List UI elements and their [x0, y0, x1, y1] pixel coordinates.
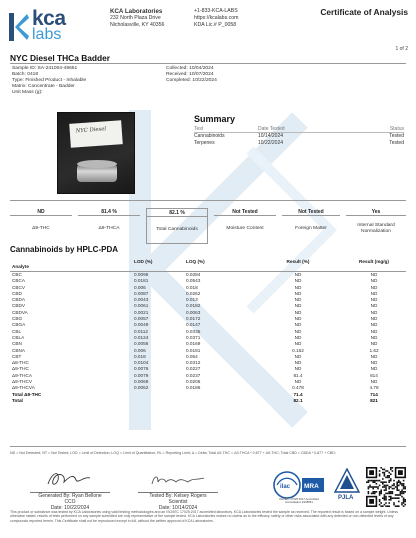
potency-cell-result-mg: ND	[370, 309, 378, 315]
potency-cell-analyte: Δ9-THC	[12, 366, 29, 372]
kca-k-mark-icon	[8, 12, 30, 42]
potency-cell-analyte: CBC	[12, 272, 22, 277]
potency-cell-result-mg: ND	[370, 272, 378, 277]
summary-cell: 10/22/2024	[258, 139, 284, 146]
potency-cell-result-pct: ND	[294, 334, 302, 340]
potency-cell-result-pct: 81.4	[293, 372, 303, 378]
result-card	[282, 208, 340, 244]
potency-cell-lod: 0.0087	[134, 290, 149, 296]
result-card-value: Yes	[346, 208, 406, 216]
completed-date: Completed: 10/22/2024	[166, 78, 217, 84]
potency-total-row	[10, 398, 406, 404]
potency-cell-analyte: Total Δ9-THC	[12, 391, 42, 397]
signature-kelsey-rogers	[146, 470, 212, 490]
potency-cell-result-pct: ND	[294, 278, 302, 284]
potency-cell-analyte: CBDVA	[12, 309, 28, 315]
result-card-value: 82.1 %	[147, 209, 207, 217]
summary-header-date: Date Tested	[258, 126, 285, 132]
result-card	[78, 208, 140, 244]
potency-cell-loq: 0.0262	[186, 290, 201, 296]
sample-dates	[166, 66, 217, 84]
address-line-1: 232 North Plaza Drive	[110, 15, 161, 21]
signature-ryan-bellone	[40, 468, 100, 490]
potency-cell-lod: 0.0076	[134, 366, 149, 372]
potency-cell-analyte: Δ9-THCV	[12, 379, 33, 385]
kca-labs-logo	[8, 8, 78, 48]
potency-cell-loq: 0.0182	[186, 303, 201, 309]
legal-disclaimer: This product or substance was tested by KCA Laboratories using valid testing methodologies and an ISO/IEC 17025:2017 accredited laboratory. KCA Laboratories tested the sample as received. The reported result is based on a sample weight. Unless otherwise stated, results of tests performed on any sample submitted are only representative of the sample tested. KCA Laboratories makes no claims as to the efficacy, safety or other risks associated with any detected or non-detected levels of any compounds reported herein. This Certificate shall not be reproduced except in full, without the written approval of KCA Laboratories.	[10, 510, 399, 523]
section-divider	[10, 200, 406, 201]
abbreviations-footnote: ND = Not Detected; NT = Not Tested; LOD = Limit of Detection; LOQ = Limit of Quantitation; RL = Reporting Limit; Δ = Delta; Total Δ9-THC = Δ9-THCA * 0.877 + Δ9-THC; Total CBD = CBDA * 0.877 + CBD;	[10, 451, 336, 455]
potency-cell-lod: 0.0021	[134, 309, 149, 315]
sample-id: Sample ID: SA-241004-49651	[12, 66, 78, 71]
lab-license: KDA Lic.# P_0058	[194, 22, 237, 28]
potency-cell-result-mg: ND	[370, 322, 378, 328]
result-card-label: Δ9-THCA	[98, 225, 120, 231]
potency-cell-result-pct: 71.4	[293, 391, 303, 397]
result-card-label: Δ9-THC	[32, 225, 50, 231]
signature-block-tested	[132, 493, 224, 511]
potency-cell-result-mg: 821	[370, 397, 378, 403]
potency-cell-lod: 0.0104	[134, 360, 149, 366]
potency-cell-loq: 0.0227	[186, 366, 201, 372]
potency-cell-result-pct: ND	[294, 379, 302, 385]
company-name: KCA Laboratories	[110, 8, 163, 15]
result-card-label: Moisture Content	[226, 225, 264, 231]
header	[8, 6, 408, 52]
summary-cell: 10/14/2024	[258, 132, 284, 139]
title-divider	[10, 63, 406, 64]
potency-cell-loq: 0.0312	[186, 360, 201, 366]
potency-cell-analyte: CBGA	[12, 322, 26, 328]
pjla-logo	[334, 468, 360, 502]
unit-mass: Unit Mass (g):	[12, 90, 43, 96]
potency-header-result-mg: Result (mg/g)	[359, 259, 389, 264]
summary-title: Summary	[194, 114, 236, 124]
signature-date: Date: 10/22/2024	[50, 505, 90, 511]
potency-cell-analyte: Δ9-THCVA	[12, 385, 35, 391]
result-card-label: Foreign Matter	[295, 225, 327, 231]
matrix: Matrix: Concentrate - Badder	[12, 84, 75, 90]
potency-cell-loq: 0.013	[186, 297, 198, 303]
received-date: Received: 10/07/2024	[166, 72, 214, 78]
potency-cell-result-pct: ND	[294, 366, 302, 372]
potency-cell-result-pct: ND	[294, 303, 302, 309]
potency-cell-lod: 0.006	[134, 284, 146, 290]
sample-photo	[57, 112, 135, 194]
potency-cell-result-pct: ND	[294, 316, 302, 322]
potency-table	[10, 258, 406, 404]
svg-text:ilac: ilac	[280, 484, 291, 490]
result-card-value: ND	[10, 208, 72, 216]
potency-cell-result-mg: ND	[370, 303, 378, 309]
photo-label-text: NYC Diesel	[69, 120, 123, 148]
potency-cell-analyte: CBG	[12, 316, 23, 322]
accreditation-certificate: ISO/IEC 17025:2017 Accredited Accreditation #108651	[279, 497, 319, 505]
summary-header-status: Status	[389, 126, 404, 132]
potency-title: Cannabinoids by HPLC-PDA	[10, 245, 119, 254]
logo-text-kca: kca	[32, 7, 66, 30]
potency-cell-loq: 0.0284	[186, 272, 201, 277]
potency-cell-result-pct: ND	[294, 360, 302, 366]
potency-cell-result-pct: ND	[294, 322, 302, 328]
potency-cell-analyte: CBNA	[12, 347, 26, 353]
collected-date: Collected: 10/04/2024	[166, 66, 214, 71]
summary-row	[194, 133, 404, 140]
lab-contact	[194, 8, 238, 29]
potency-cell-result-pct: ND	[294, 341, 302, 347]
potency-cell-analyte: Δ8-THC	[12, 360, 29, 366]
potency-cell-loq: 0.0206	[186, 379, 201, 385]
potency-cell-result-mg: ND	[370, 290, 378, 296]
potency-header-result-pct: Result (%)	[286, 259, 310, 264]
potency-cell-loq: 0.018	[186, 284, 198, 290]
summary-header-test: Test	[194, 126, 204, 132]
potency-cell-analyte: CBCV	[12, 284, 26, 290]
result-cards	[10, 208, 406, 244]
signature-role: Scientist	[168, 499, 188, 505]
potency-cell-lod: 0.018	[134, 353, 146, 359]
potency-cell-analyte: CBLA	[12, 334, 25, 340]
potency-cell-loq: 0.0371	[186, 334, 201, 340]
potency-cell-result-mg: 714	[370, 391, 378, 397]
sample-info	[12, 66, 86, 96]
potency-cell-loq: 0.054	[186, 353, 198, 359]
potency-cell-result-pct: ND	[294, 290, 302, 296]
result-card	[214, 208, 276, 244]
signature-role: CCO	[64, 499, 76, 505]
signature-date: Date: 10/14/2024	[158, 505, 198, 511]
potency-cell-result-mg: ND	[370, 334, 378, 340]
document-title: Certificate of Analysis	[320, 7, 408, 17]
potency-cell-lod: 0.0112	[134, 328, 148, 334]
result-card-value: 81.4 %	[78, 208, 140, 216]
potency-cell-analyte: CBD	[12, 290, 22, 296]
pjla-text: PJLA	[338, 495, 354, 501]
potency-cell-result-mg: ND	[370, 328, 378, 334]
potency-cell-lod: 0.0043	[134, 297, 149, 303]
batch: Batch: 0418	[12, 72, 39, 78]
potency-cell-analyte: CBCA	[12, 278, 26, 284]
summary-header-divider	[194, 132, 404, 133]
potency-cell-lod: 0.0069	[134, 379, 149, 385]
potency-cell-lod: 0.0062	[134, 385, 149, 391]
potency-cell-result-mg: 1.62	[369, 347, 379, 353]
page-number: 1 of 2	[395, 46, 408, 52]
result-card-label: Internal Standard Normalization	[357, 222, 395, 234]
potency-cell-loq: 0.0147	[186, 322, 201, 328]
potency-cell-result-pct: ND	[294, 328, 302, 334]
potency-cell-lod: 0.0181	[134, 278, 149, 284]
ilac-mra-accreditation-logo	[272, 470, 326, 500]
result-card	[346, 208, 406, 244]
summary-table	[194, 126, 404, 146]
result-card-highlight	[146, 208, 208, 244]
potency-cell-result-pct: ND	[294, 284, 302, 290]
potency-cell-analyte: CBDV	[12, 303, 26, 309]
summary-cell: Tested	[389, 132, 404, 139]
potency-cell-loq: 0.0543	[186, 278, 201, 284]
potency-cell-result-mg: ND	[370, 341, 378, 347]
potency-cell-lod: 0.0095	[134, 272, 149, 277]
potency-cell-result-mg: ND	[370, 297, 378, 303]
potency-cell-loq: 0.0186	[186, 385, 201, 391]
potency-cell-lod: 0.0061	[134, 303, 149, 309]
svg-text:MRA: MRA	[304, 483, 319, 490]
potency-header-row	[10, 258, 406, 272]
potency-cell-result-mg: ND	[370, 278, 378, 284]
potency-cell-result-mg: ND	[370, 284, 378, 290]
address-line-2: Nicholasville, KY 40356	[110, 22, 165, 28]
potency-cell-lod: 0.0056	[134, 341, 149, 347]
potency-cell-lod: 0.0049	[134, 322, 149, 328]
table-bottom-divider	[10, 446, 406, 447]
potency-cell-result-mg: ND	[370, 366, 378, 372]
summary-row	[194, 140, 404, 147]
potency-header-lod: LOD (%)	[134, 259, 153, 264]
potency-cell-result-mg: ND	[370, 379, 378, 385]
potency-cell-result-pct: ND	[294, 272, 302, 277]
potency-cell-result-mg: ND	[370, 360, 378, 366]
potency-cell-analyte: CBT	[12, 353, 22, 359]
potency-cell-lod: 0.006	[134, 347, 146, 353]
potency-header-loq: LOQ (%)	[186, 259, 205, 264]
result-card-value: Not Tested	[282, 208, 340, 216]
signature-block-generated	[24, 493, 116, 511]
summary-cell: Cannabinoids	[194, 132, 225, 139]
potency-cell-result-pct: ND	[294, 309, 302, 315]
result-card-value: Not Tested	[214, 208, 276, 216]
verification-qr-code[interactable]	[366, 467, 406, 507]
lab-phone: +1-833-KCA-LABS	[194, 8, 238, 14]
potency-cell-loq: 0.0181	[186, 347, 201, 353]
signature-name: Generated By: Ryan Bellone	[38, 493, 102, 499]
result-card	[10, 208, 72, 244]
potency-cell-analyte: CBN	[12, 341, 22, 347]
potency-cell-result-mg: 4.78	[369, 385, 379, 391]
potency-cell-lod: 0.0079	[134, 372, 149, 378]
result-card-label: Total Cannabinoids	[156, 226, 198, 232]
potency-cell-loq: 0.0063	[186, 309, 201, 315]
potency-cell-analyte: Total	[12, 397, 23, 403]
potency-cell-result-pct: ND	[294, 297, 302, 303]
potency-cell-loq: 0.0169	[186, 341, 201, 347]
lab-website[interactable]: https://kcalabs.com	[194, 15, 239, 21]
potency-cell-analyte: CBL	[12, 328, 22, 334]
signature-name: Tested By: Kelsey Rogers	[149, 493, 207, 499]
product-title: NYC Diesel THCa Badder	[10, 53, 111, 63]
potency-cell-lod: 0.0057	[134, 316, 149, 322]
potency-cell-lod: 0.0124	[134, 334, 149, 340]
logo-text-labs: labs	[32, 26, 62, 43]
potency-cell-result-pct: 0.162	[292, 347, 304, 353]
jar-lid	[77, 160, 117, 168]
potency-cell-analyte: Δ9-THCA	[12, 372, 33, 378]
potency-cell-result-pct: 0.478	[292, 385, 304, 391]
summary-cell: Terpenes	[194, 139, 215, 146]
product-type: Type: Finished Product - Inhalable	[12, 78, 87, 84]
potency-cell-result-mg: ND	[370, 353, 378, 359]
potency-cell-result-mg: ND	[370, 316, 378, 322]
potency-cell-loq: 0.0335	[186, 328, 201, 334]
potency-cell-loq: 0.0172	[186, 316, 201, 322]
potency-cell-result-pct: ND	[294, 353, 302, 359]
potency-cell-analyte: CBDA	[12, 297, 26, 303]
potency-cell-result-pct: 82.1	[293, 397, 303, 403]
potency-header-analyte: Analyte	[12, 264, 29, 269]
summary-cell: Tested	[389, 139, 404, 146]
potency-cell-loq: 0.0237	[186, 372, 201, 378]
potency-cell-result-mg: 814	[370, 372, 378, 378]
lab-address	[110, 8, 164, 29]
